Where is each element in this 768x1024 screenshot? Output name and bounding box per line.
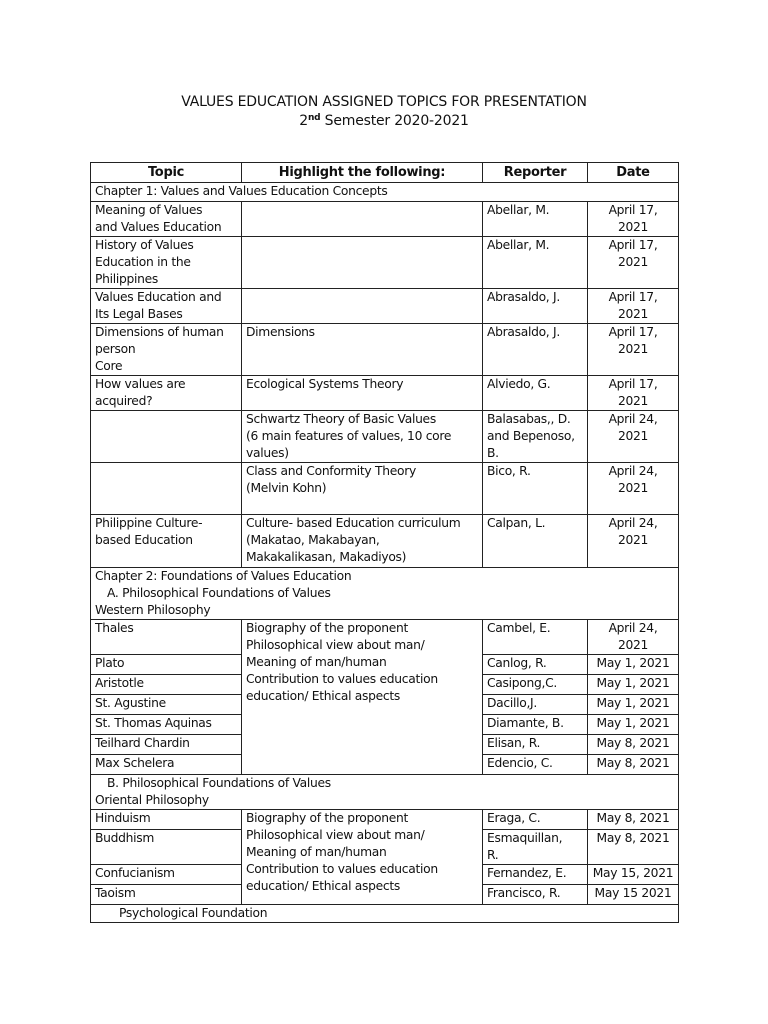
header-highlight: Highlight the following:: [242, 163, 483, 183]
topic-cell: Hinduism: [91, 810, 242, 830]
chapter1-heading: Chapter 1: Values and Values Education Concepts: [91, 183, 679, 202]
highlight-cell: Schwartz Theory of Basic Values (6 main features of values, 10 core values): [242, 411, 483, 463]
reporter-cell: Francisco, R.: [483, 885, 588, 905]
reporter-cell: Edencio, C.: [483, 755, 588, 775]
header-topic: Topic: [91, 163, 242, 183]
table-row: [91, 324, 679, 376]
date-cell: May 15 2021: [588, 885, 679, 905]
oriental-highlight-cell: Biography of the proponent Philosophical view about man/ Meaning of man/human Contribution to values education education/ Ethical aspects: [242, 810, 483, 905]
highlight-cell: Class and Conformity Theory (Melvin Kohn): [242, 463, 483, 515]
highlight-cell: [242, 202, 483, 237]
reporter-cell: Abrasaldo, J.: [483, 324, 588, 376]
reporter-cell: Esmaquillan, R.: [483, 830, 588, 865]
subtitle-number: 2: [299, 113, 308, 129]
reporter-cell: Bico, R.: [483, 463, 588, 515]
reporter-cell: Calpan, L.: [483, 515, 588, 568]
western-philosophy-heading: Western Philosophy: [95, 603, 211, 617]
topic-cell: Confucianism: [91, 865, 242, 885]
header-date: Date: [588, 163, 679, 183]
chapter-row: [91, 568, 679, 620]
topic-cell: Meaning of Values and Values Education: [91, 202, 242, 237]
oriental-philosophy-heading: Oriental Philosophy: [95, 793, 209, 807]
date-cell: April 24, 2021: [588, 620, 679, 655]
chapter2-heading: Chapter 2: Foundations of Values Education: [95, 569, 352, 583]
topic-cell: [91, 463, 242, 515]
topic-cell: Taoism: [91, 885, 242, 905]
highlight-cell: [242, 237, 483, 289]
date-cell: April 24, 2021: [588, 515, 679, 568]
date-cell: May 1, 2021: [588, 695, 679, 715]
reporter-cell: Dacillo,J.: [483, 695, 588, 715]
psychological-foundation-heading: Psychological Foundation: [91, 905, 679, 923]
table-row: [91, 620, 679, 655]
header-reporter: Reporter: [483, 163, 588, 183]
table-row: [91, 810, 679, 830]
date-cell: May 8, 2021: [588, 755, 679, 775]
subtitle-ordinal: nd: [307, 113, 321, 123]
table-row: [91, 376, 679, 411]
date-cell: April 24, 2021: [588, 463, 679, 515]
date-cell: May 8, 2021: [588, 810, 679, 830]
reporter-cell: Abellar, M.: [483, 237, 588, 289]
topic-cell: Max Schelera: [91, 755, 242, 775]
highlight-cell: Ecological Systems Theory: [242, 376, 483, 411]
chapter-row: [91, 183, 679, 202]
table-row: [91, 289, 679, 324]
reporter-cell: Elisan, R.: [483, 735, 588, 755]
document-title: VALUES EDUCATION ASSIGNED TOPICS FOR PRESENTATION: [181, 94, 587, 110]
reporter-cell: Abrasaldo, J.: [483, 289, 588, 324]
date-cell: May 8, 2021: [588, 830, 679, 865]
date-cell: April 17, 2021: [588, 324, 679, 376]
date-cell: May 1, 2021: [588, 675, 679, 695]
topic-cell: Teilhard Chardin: [91, 735, 242, 755]
reporter-cell: Fernandez, E.: [483, 865, 588, 885]
reporter-cell: Alviedo, G.: [483, 376, 588, 411]
highlight-cell: Culture- based Education curriculum (Makatao, Makabayan, Makakalikasan, Makadiyos): [242, 515, 483, 568]
table-row: [91, 515, 679, 568]
date-cell: April 17, 2021: [588, 376, 679, 411]
subtitle-semester: Semester 2020-2021: [320, 113, 469, 129]
reporter-cell: Abellar, M.: [483, 202, 588, 237]
document-subtitle: [0, 112, 768, 131]
reporter-cell: Casipong,C.: [483, 675, 588, 695]
assignment-table: [90, 162, 679, 923]
reporter-cell: Canlog, R.: [483, 655, 588, 675]
date-cell: May 1, 2021: [588, 655, 679, 675]
topic-cell: Dimensions of human person Core: [91, 324, 242, 376]
date-cell: April 17, 2021: [588, 202, 679, 237]
topic-cell: Aristotle: [91, 675, 242, 695]
document-title-block: [0, 93, 768, 131]
topic-cell: [91, 411, 242, 463]
chapter2-heading-block: [91, 568, 679, 620]
highlight-cell: [242, 289, 483, 324]
table-row: [91, 463, 679, 515]
date-cell: May 8, 2021: [588, 735, 679, 755]
highlight-cell: Dimensions: [242, 324, 483, 376]
table-header-row: [91, 163, 679, 183]
table-row: [91, 411, 679, 463]
topic-cell: How values are acquired?: [91, 376, 242, 411]
section-row: [91, 775, 679, 810]
topic-cell: Values Education and Its Legal Bases: [91, 289, 242, 324]
reporter-cell: Balasabas,, D. and Bepenoso, B.: [483, 411, 588, 463]
date-cell: April 17, 2021: [588, 237, 679, 289]
section-b-heading-block: [91, 775, 679, 810]
section-b-heading: B. Philosophical Foundations of Values: [107, 776, 331, 790]
date-cell: April 24, 2021: [588, 411, 679, 463]
western-highlight-cell: Biography of the proponent Philosophical view about man/ Meaning of man/human Contribution to values education education/ Ethical aspects: [242, 620, 483, 775]
table-row: [91, 202, 679, 237]
topic-cell: Buddhism: [91, 830, 242, 865]
reporter-cell: Eraga, C.: [483, 810, 588, 830]
topic-cell: St. Thomas Aquinas: [91, 715, 242, 735]
topic-cell: History of Values Education in the Philippines: [91, 237, 242, 289]
reporter-cell: Cambel, E.: [483, 620, 588, 655]
section-a-heading: A. Philosophical Foundations of Values: [107, 586, 331, 600]
topic-cell: Philippine Culture- based Education: [91, 515, 242, 568]
date-cell: May 1, 2021: [588, 715, 679, 735]
topic-cell: St. Agustine: [91, 695, 242, 715]
table-row: [91, 237, 679, 289]
section-row: [91, 905, 679, 923]
reporter-cell: Diamante, B.: [483, 715, 588, 735]
date-cell: April 17, 2021: [588, 289, 679, 324]
date-cell: May 15, 2021: [588, 865, 679, 885]
topic-cell: Plato: [91, 655, 242, 675]
topic-cell: Thales: [91, 620, 242, 655]
